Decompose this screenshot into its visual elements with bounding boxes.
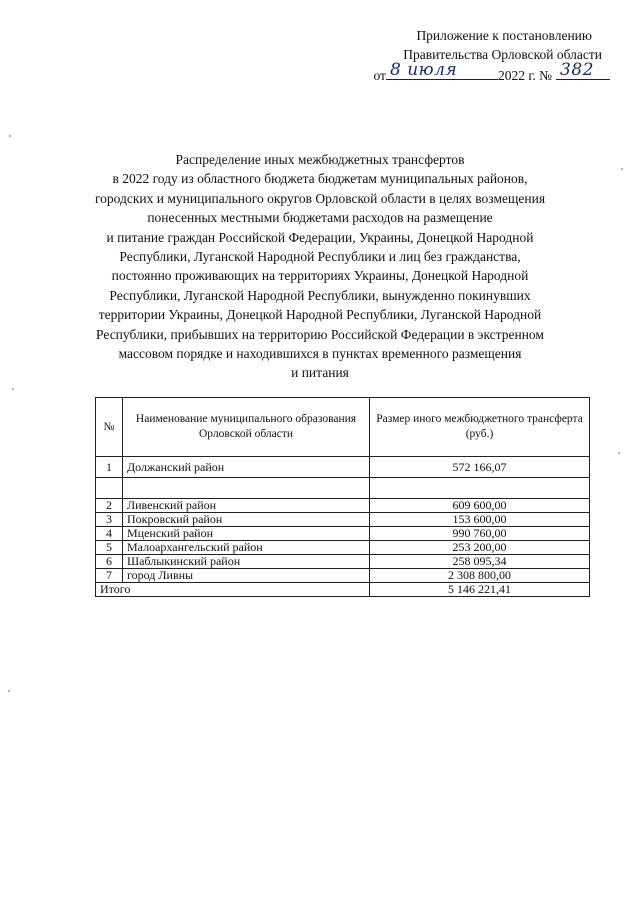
title-line: и питания — [291, 365, 349, 381]
title-line: массовом порядке и находившихся в пунктах временного размещения — [118, 346, 522, 362]
government-line: Правительства Орловской области — [403, 47, 602, 62]
document-header — [310, 26, 610, 85]
row-num: 6 — [96, 555, 123, 569]
title-line: Республики, прибывших на территорию Российской Федерации в экстренном — [96, 326, 544, 342]
title-line: постоянно проживающих на территориях Украины, Донецкой Народной — [111, 268, 529, 284]
year-text: 2022 г. № — [497, 68, 552, 83]
scan-speck — [12, 388, 14, 390]
row-name: Ливенский район — [123, 499, 370, 513]
table-row — [96, 499, 590, 513]
total-row — [96, 583, 590, 597]
date-blank — [386, 60, 498, 80]
row-name: город Ливны — [123, 569, 370, 583]
header-num: № — [96, 398, 123, 457]
row-amount: 2 308 800,00 — [370, 569, 590, 583]
table-row — [96, 541, 590, 555]
row-name: Должанский район — [123, 457, 370, 478]
row-num: 7 — [96, 569, 123, 583]
document-title — [70, 150, 570, 383]
row-amount: 572 166,07 — [370, 457, 590, 478]
row-num: 2 — [96, 499, 123, 513]
row-name: Малоархангельский район — [123, 541, 370, 555]
table-row — [96, 513, 590, 527]
row-amount: 609 600,00 — [370, 499, 590, 513]
table-row — [96, 527, 590, 541]
table-row — [96, 555, 590, 569]
scan-speck — [8, 690, 10, 692]
title-line: городских и муниципального округов Орловской области в целях возмещения — [94, 190, 546, 206]
row-num: 4 — [96, 527, 123, 541]
handwritten-date: 8 июля — [389, 60, 458, 80]
title-line: понесенных местными бюджетами расходов на размещение — [147, 210, 493, 226]
header-name: Наименование муниципального образования Орловской области — [123, 398, 370, 457]
table-spacer-row — [96, 478, 590, 499]
total-amount: 5 146 221,41 — [370, 583, 590, 597]
title-line: Республики, Луганской Народной Республики, вынужденно покинувших — [109, 287, 531, 303]
number-blank — [556, 60, 610, 80]
row-name: Покровский район — [123, 513, 370, 527]
transfers-table — [95, 397, 590, 597]
row-amount — [370, 478, 590, 499]
row-name — [123, 478, 370, 499]
table-row — [96, 569, 590, 583]
handwritten-number: 382 — [560, 60, 594, 80]
header-amount: Размер иного межбюджетного трансферта (руб.) — [370, 398, 590, 457]
appendix-line: Приложение к постановлению — [416, 28, 592, 43]
scan-speck — [621, 168, 623, 170]
row-amount: 253 200,00 — [370, 541, 590, 555]
date-prefix: от — [373, 68, 386, 83]
title-line: Республики, Луганской Народной Республики и лиц без гражданства, — [119, 249, 521, 265]
row-num: 5 — [96, 541, 123, 555]
title-line: Распределение иных межбюджетных трансфертов — [175, 152, 465, 167]
row-amount: 990 760,00 — [370, 527, 590, 541]
scan-speck — [9, 135, 11, 137]
title-line: территории Украины, Донецкой Народной Республики, Луганской Народной — [98, 307, 542, 323]
row-num: 3 — [96, 513, 123, 527]
row-num: 1 — [96, 457, 123, 478]
row-name: Мценский район — [123, 527, 370, 541]
date-line — [310, 60, 610, 85]
title-line: в 2022 году из областного бюджета бюджетам муниципальных районов, — [112, 171, 528, 187]
scan-speck — [618, 452, 620, 454]
row-amount: 153 600,00 — [370, 513, 590, 527]
row-num — [96, 478, 123, 499]
title-line: и питание граждан Российской Федерации, Украины, Донецкой Народной — [106, 229, 534, 245]
row-name: Шаблыкинский район — [123, 555, 370, 569]
row-amount: 258 095,34 — [370, 555, 590, 569]
total-label: Итого — [96, 583, 370, 597]
table-row — [96, 457, 590, 478]
